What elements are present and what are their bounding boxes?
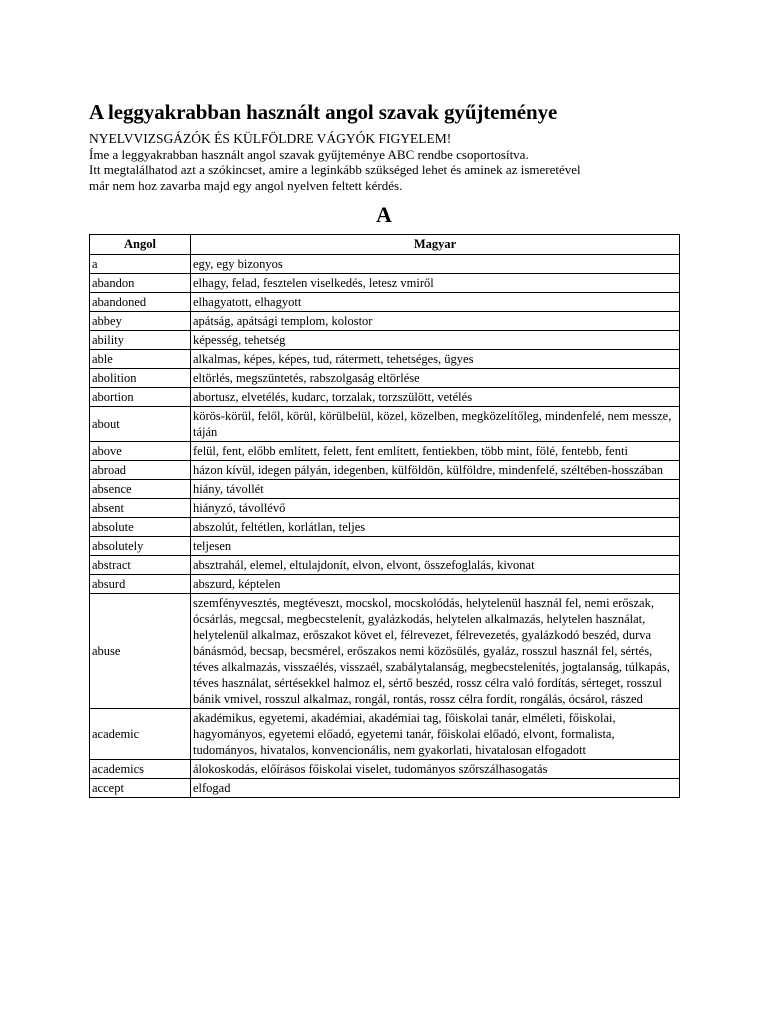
hungarian-meaning: házon kívül, idegen pályán, idegenben, külföldön, külföldre, mindenfelé, széltében-hosszában xyxy=(191,461,680,480)
table-row xyxy=(90,709,680,760)
hungarian-meaning: akadémikus, egyetemi, akadémiai, akadémiai tag, főiskolai tanár, elméleti, főiskolai, hagyományos, egyetemi előadó, egyetemi tanár, főiskolai előadó, elvont, formalista, tudományos, hivatalos, konvencionális, nem gyakorlati, hivatalosan elfogadott xyxy=(191,709,680,760)
hungarian-meaning: abszurd, képtelen xyxy=(191,575,680,594)
table-row xyxy=(90,461,680,480)
hungarian-meaning: elhagy, felad, fesztelen viselkedés, letesz vmiről xyxy=(191,274,680,293)
table-row xyxy=(90,537,680,556)
english-word: accept xyxy=(90,779,191,798)
hungarian-meaning: elhagyatott, elhagyott xyxy=(191,293,680,312)
hungarian-meaning: elfogad xyxy=(191,779,680,798)
hungarian-meaning: abszolút, feltétlen, korlátlan, teljes xyxy=(191,518,680,537)
table-row xyxy=(90,499,680,518)
table-row xyxy=(90,255,680,274)
english-word: absolute xyxy=(90,518,191,537)
intro-line: Itt megtalálhatod azt a szókincset, amire a leginkább szükséged lehet és aminek az ismeretével xyxy=(89,162,581,177)
table-row xyxy=(90,331,680,350)
table-row xyxy=(90,312,680,331)
hungarian-meaning: képesség, tehetség xyxy=(191,331,680,350)
hungarian-meaning: hiány, távollét xyxy=(191,480,680,499)
table-row xyxy=(90,442,680,461)
english-word: abolition xyxy=(90,369,191,388)
document-page xyxy=(89,99,679,798)
english-word: abstract xyxy=(90,556,191,575)
table-header-row xyxy=(90,235,680,255)
hungarian-meaning: hiányzó, távollévő xyxy=(191,499,680,518)
hungarian-meaning: szemfényvesztés, megtéveszt, mocskol, mocskolódás, helytelenül használ fel, nemi erőszak, ócsárlás, megcsal, megbecstelenít, gyalázkodás, helytelen alkalmazás, helytelen használat, helytelenül alkalmaz, erőszakot követ el, félrevezet, félrevezetés, gyalázkodó beszéd, durva bánásmód, becsap, becsmérel, erőszakos nemi közösülés, gyaláz, rosszul használ fel, sértés, téves alkalmazás, visszaélés, visszaél, szabálytalanság, megbecstelenítés, jogtalanság, túlkapás, téves használat, sértésekkel halmoz el, sértő beszéd, rossz célra való fordítás, sérteget, rosszul bánik vmivel, rosszul alkalmaz, rongál, rontás, rossz célra fordít, rongálás, ócsárol, rászed xyxy=(191,594,680,709)
table-row xyxy=(90,594,680,709)
english-word: academics xyxy=(90,760,191,779)
intro-line: Íme a leggyakrabban használt angol szavak gyűjteménye ABC rendbe csoportosítva. xyxy=(89,146,529,162)
hungarian-meaning: egy, egy bizonyos xyxy=(191,255,680,274)
english-word: absolutely xyxy=(90,537,191,556)
table-row xyxy=(90,293,680,312)
column-header-english: Angol xyxy=(90,235,191,255)
english-word: academic xyxy=(90,709,191,760)
table-row xyxy=(90,760,680,779)
table-row xyxy=(90,350,680,369)
english-word: above xyxy=(90,442,191,461)
document-title: A leggyakrabban használt angol szavak gyűjteménye xyxy=(89,100,558,124)
table-row xyxy=(90,779,680,798)
hungarian-meaning: körös-körül, felől, körül, körülbelül, közel, közelben, megközelítőleg, mindenfelé, nem messze, táján xyxy=(191,407,680,442)
english-word: abuse xyxy=(90,594,191,709)
hungarian-meaning: abortusz, elvetélés, kudarc, torzalak, torzszülött, vetélés xyxy=(191,388,680,407)
intro-line: már nem hoz zavarba majd egy angol nyelven feltett kérdés. xyxy=(89,177,403,193)
table-row xyxy=(90,388,680,407)
vocabulary-table xyxy=(89,234,680,798)
hungarian-meaning: felül, fent, előbb említett, felett, fent említett, fentiekben, több mint, fölé, fentebb, fenti xyxy=(191,442,680,461)
english-word: ability xyxy=(90,331,191,350)
table-row xyxy=(90,480,680,499)
english-word: absurd xyxy=(90,575,191,594)
hungarian-meaning: eltörlés, megszüntetés, rabszolgaság eltörlése xyxy=(191,369,680,388)
english-word: abortion xyxy=(90,388,191,407)
table-row xyxy=(90,556,680,575)
english-word: absence xyxy=(90,480,191,499)
warning-line: NYELVVIZSGÁZÓK ÉS KÜLFÖLDRE VÁGYÓK FIGYELEM! xyxy=(89,131,452,146)
table-row xyxy=(90,274,680,293)
hungarian-meaning: absztrahál, elemel, eltulajdonít, elvon, elvont, összefoglalás, kivonat xyxy=(191,556,680,575)
english-word: about xyxy=(90,407,191,442)
english-word: abandoned xyxy=(90,293,191,312)
english-word: abandon xyxy=(90,274,191,293)
hungarian-meaning: alkalmas, képes, képes, tud, rátermett, tehetséges, ügyes xyxy=(191,350,680,369)
english-word: abroad xyxy=(90,461,191,480)
english-word: a xyxy=(90,255,191,274)
table-row xyxy=(90,575,680,594)
hungarian-meaning: teljesen xyxy=(191,537,680,556)
intro-paragraph xyxy=(89,131,679,193)
english-word: able xyxy=(90,350,191,369)
table-row xyxy=(90,407,680,442)
table-row xyxy=(90,518,680,537)
section-letter-heading: A xyxy=(376,202,392,227)
hungarian-meaning: apátság, apátsági templom, kolostor xyxy=(191,312,680,331)
english-word: absent xyxy=(90,499,191,518)
column-header-hungarian: Magyar xyxy=(191,235,680,255)
hungarian-meaning: álokoskodás, előírásos főiskolai viselet, tudományos szőrszálhasogatás xyxy=(191,760,680,779)
english-word: abbey xyxy=(90,312,191,331)
table-row xyxy=(90,369,680,388)
